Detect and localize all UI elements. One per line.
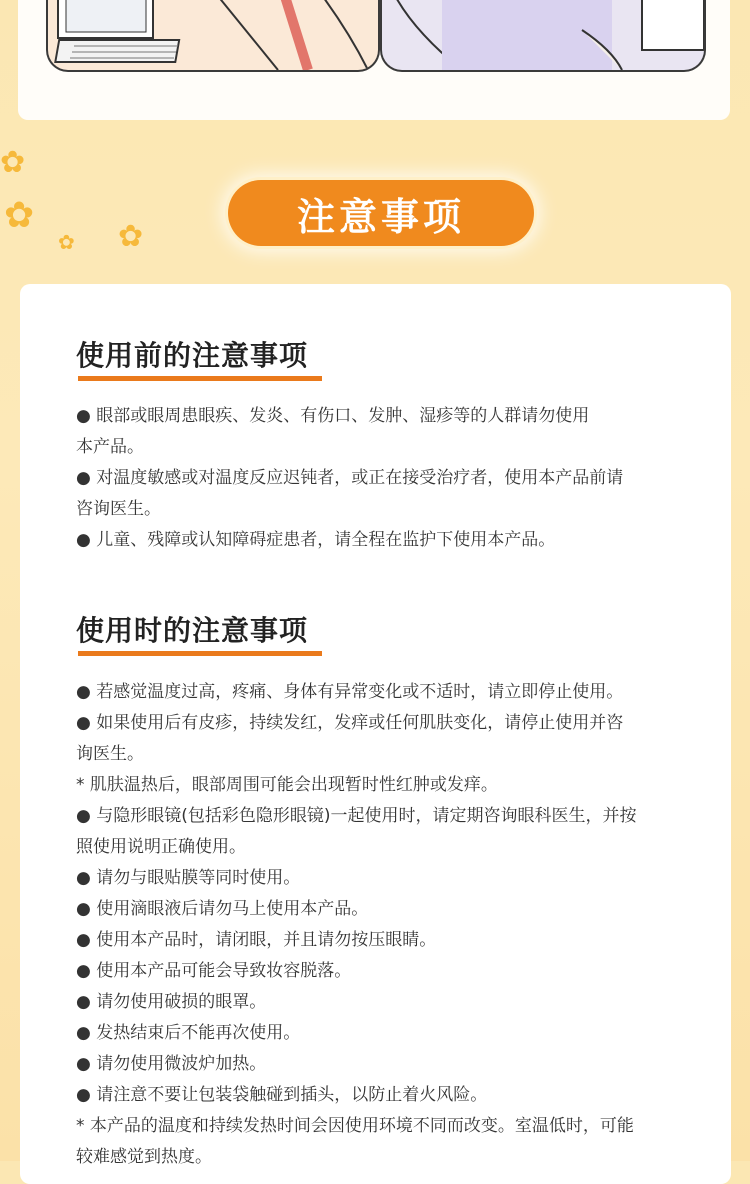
- list-item: ● 与隐形眼镜(包括彩色隐形眼镜)一起使用时，请定期咨询眼科医生，并按: [76, 806, 637, 826]
- list-item: ● 如果使用后有皮疹，持续发红，发痒或任何肌肤变化，请停止使用并咨: [76, 713, 624, 733]
- list-item: 本产品。: [76, 437, 144, 457]
- list-item: 较难感觉到热度。: [76, 1147, 212, 1167]
- list-item: ● 眼部或眼周患眼疾、发炎、有伤口、发肿、湿疹等的人群请勿使用: [76, 406, 590, 426]
- list-item: ● 请勿使用破损的眼罩。: [76, 992, 267, 1012]
- person-illustration: [382, 0, 704, 70]
- flower-icon: ✿: [0, 145, 26, 180]
- list-item: 询医生。: [76, 744, 144, 764]
- list-item: 照使用说明正确使用。: [76, 837, 246, 857]
- list-item: ● 请勿使用微波炉加热。: [76, 1054, 267, 1074]
- flower-icon: ✿: [58, 230, 75, 254]
- list-item: ● 使用本产品可能会导致妆容脱落。: [76, 961, 352, 981]
- list-item: ● 请注意不要让包装袋触碰到插头，以防止着火风险。: [76, 1085, 488, 1105]
- list-item: ● 使用滴眼液后请勿马上使用本产品。: [76, 899, 369, 919]
- flower-icon: ✿: [118, 219, 144, 254]
- flower-icon: ✿: [4, 195, 35, 236]
- computer-illustration: [48, 0, 378, 70]
- list-item: ● 对温度敏感或对温度反应迟钝者，或正在接受治疗者，使用本产品前请: [76, 468, 624, 488]
- list-item: ● 儿童、残障或认知障碍症患者，请全程在监护下使用本产品。: [76, 530, 556, 550]
- illustration-office: [46, 0, 380, 72]
- list-item: ● 发热结束后不能再次使用。: [76, 1023, 301, 1043]
- list-item: ● 若感觉温度过高，疼痛、身体有异常变化或不适时，请立即停止使用。: [76, 682, 624, 702]
- section-heading: 使用前的注意事项: [76, 339, 309, 372]
- notice-card: [20, 284, 731, 1184]
- list-item: ● 请勿与眼贴膜等同时使用。: [76, 868, 301, 888]
- heading-underline: [78, 651, 322, 656]
- section-heading: 使用时的注意事项: [76, 614, 309, 647]
- list-item: * 肌肤温热后，眼部周围可能会出现暂时性红肿或发痒。: [76, 775, 498, 795]
- heading-underline: [78, 376, 322, 381]
- banner-title: 注意事项: [228, 180, 534, 246]
- illustration-card: [18, 0, 730, 120]
- list-item: * 本产品的温度和持续发热时间会因使用环境不同而改变。室温低时，可能: [76, 1116, 634, 1136]
- list-item: ● 使用本产品时，请闭眼，并且请勿按压眼睛。: [76, 930, 437, 950]
- illustration-person: [380, 0, 706, 72]
- list-item: 咨询医生。: [76, 499, 161, 519]
